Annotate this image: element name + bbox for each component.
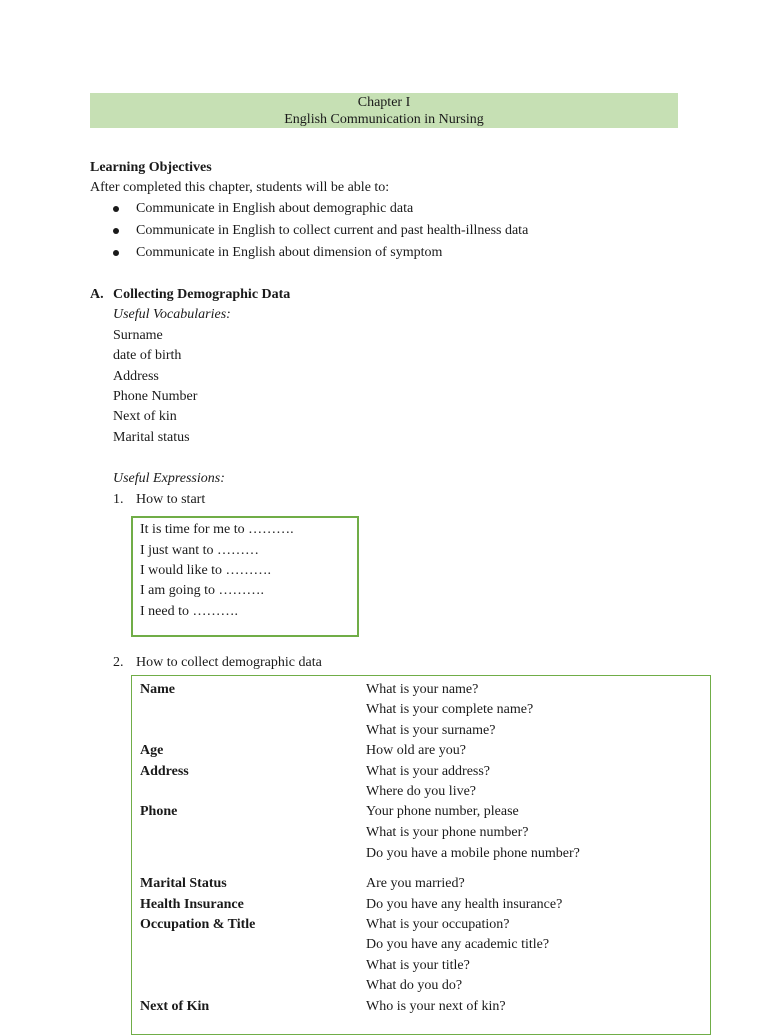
objective-item: Communicate in English about dimension of symptom bbox=[136, 245, 443, 260]
objectives-heading: Learning Objectives bbox=[90, 160, 212, 175]
field-label: Phone bbox=[140, 804, 178, 819]
step-label: How to collect demographic data bbox=[136, 655, 322, 670]
question-text: What is your address? bbox=[366, 764, 491, 779]
field-label: Age bbox=[140, 743, 164, 758]
section-marker: A. bbox=[90, 287, 104, 302]
bullet-icon bbox=[113, 206, 119, 212]
question-text: What is your title? bbox=[366, 958, 470, 973]
start-phrase: It is time for me to ………. bbox=[140, 522, 294, 537]
field-label: Next of Kin bbox=[140, 999, 210, 1014]
chapter-number: Chapter I bbox=[357, 95, 411, 110]
question-text: Your phone number, please bbox=[366, 804, 519, 819]
vocab-item: Marital status bbox=[113, 430, 190, 445]
field-label: Address bbox=[140, 764, 189, 779]
chapter-title: English Communication in Nursing bbox=[284, 112, 484, 127]
vocab-item: Phone Number bbox=[113, 389, 198, 404]
field-label: Health Insurance bbox=[140, 897, 244, 912]
vocab-item: Surname bbox=[113, 328, 163, 343]
question-text: Do you have a mobile phone number? bbox=[366, 846, 580, 861]
step-number: 2. bbox=[113, 655, 124, 670]
bullet-icon bbox=[113, 250, 119, 256]
field-label: Marital Status bbox=[140, 876, 227, 891]
start-phrase: I would like to ………. bbox=[140, 563, 272, 578]
step-label: How to start bbox=[136, 492, 206, 507]
objective-item: Communicate in English about demographic data bbox=[136, 201, 414, 216]
question-text: How old are you? bbox=[366, 743, 466, 758]
field-label: Name bbox=[140, 682, 175, 697]
objectives-intro: After completed this chapter, students will be able to: bbox=[90, 180, 390, 195]
question-text: What is your surname? bbox=[366, 723, 496, 738]
objective-item: Communicate in English to collect current and past health-illness data bbox=[136, 223, 529, 238]
expressions-label: Useful Expressions: bbox=[113, 471, 225, 486]
vocab-label: Useful Vocabularies: bbox=[113, 307, 231, 322]
field-label: Occupation & Title bbox=[140, 917, 256, 932]
start-phrase: I am going to ………. bbox=[140, 583, 265, 598]
section-heading: Collecting Demographic Data bbox=[113, 287, 291, 302]
bullet-icon bbox=[113, 228, 119, 234]
question-text: Do you have any health insurance? bbox=[366, 897, 563, 912]
question-text: Do you have any academic title? bbox=[366, 937, 550, 952]
vocab-item: date of birth bbox=[113, 348, 182, 363]
vocab-item: Address bbox=[113, 369, 159, 384]
question-text: Who is your next of kin? bbox=[366, 999, 506, 1014]
question-text: Where do you live? bbox=[366, 784, 477, 799]
start-phrase: I need to ………. bbox=[140, 604, 238, 619]
step-number: 1. bbox=[113, 492, 124, 507]
question-text: What is your occupation? bbox=[366, 917, 510, 932]
vocab-item: Next of kin bbox=[113, 409, 177, 424]
chapter-banner bbox=[90, 93, 678, 128]
question-text: What is your name? bbox=[366, 682, 479, 697]
start-phrase: I just want to ……… bbox=[140, 543, 259, 558]
question-text: What is your complete name? bbox=[366, 702, 534, 717]
question-text: What do you do? bbox=[366, 978, 463, 993]
question-text: What is your phone number? bbox=[366, 825, 529, 840]
question-text: Are you married? bbox=[366, 876, 465, 891]
